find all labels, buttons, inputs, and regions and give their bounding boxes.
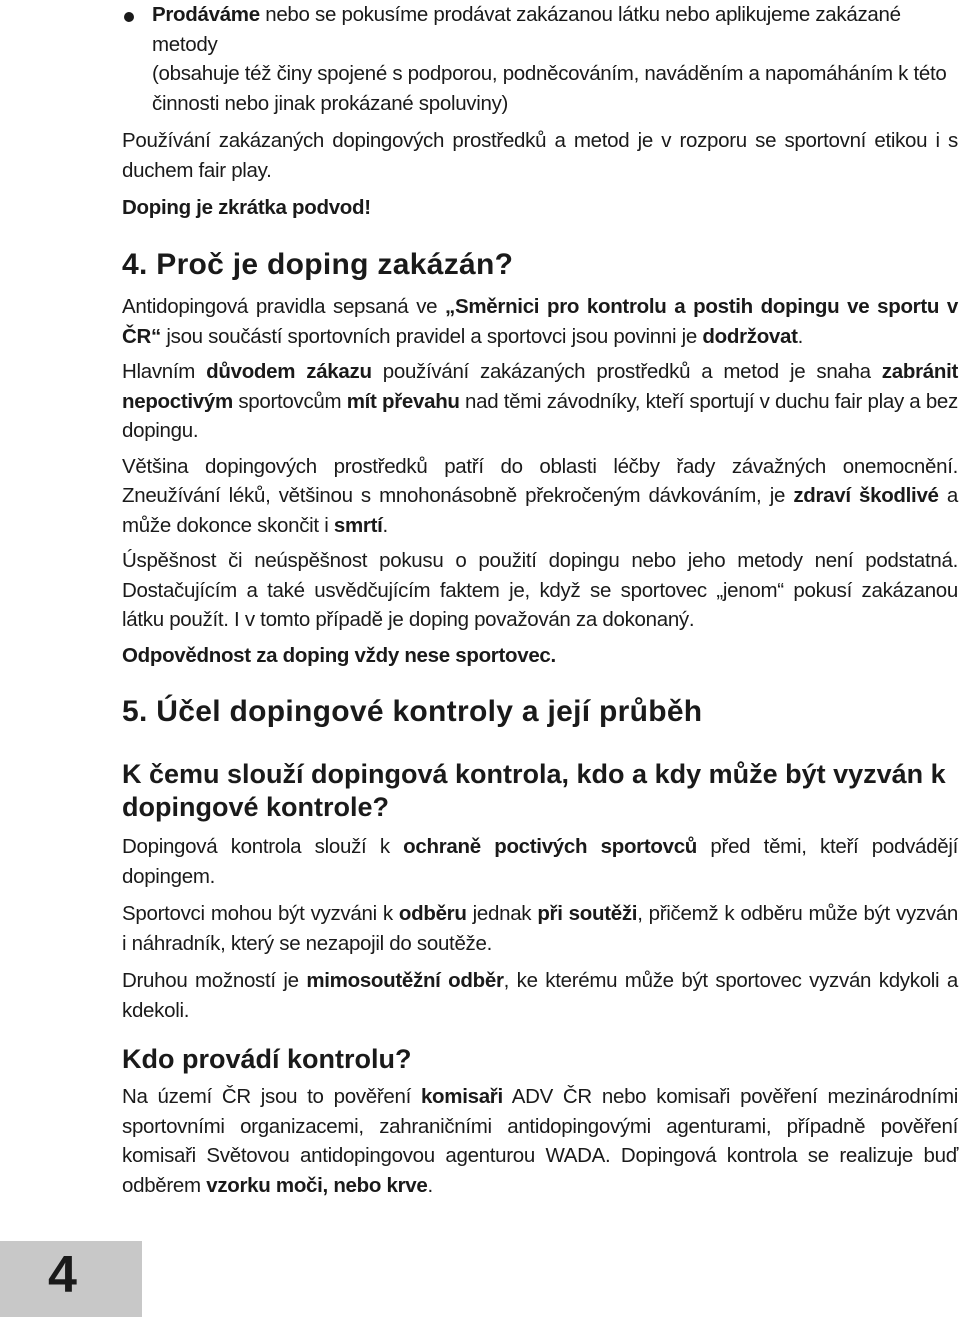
ethics-paragraph: Používání zakázaných dopingových prostředků a metod je v rozporu se sportovní etikou i s duchem fair play. [122, 129, 958, 182]
section-4-heading: 4. Proč je doping zakázán? [122, 248, 514, 281]
intro-block [122, 126, 958, 223]
responsibility-statement: Odpovědnost za doping vždy nese sportovec. [122, 643, 556, 667]
reason-paragraph: Hlavním důvodem zákazu používání zakázaných prostředků a metod je snaha zabránit nepoctivým sportovcům mít převahu nad těmi závodníky, kteří sportují v duchu fair play a bez dopingu. [122, 360, 958, 442]
out-of-competition-paragraph: Druhou možností je mimosoutěžní odběr, ke kterému může být sportovec vyzván kdykoli a kdekoli. [122, 969, 959, 1022]
section-5-body [122, 832, 958, 1025]
fraud-statement: Doping je zkrátka podvod! [122, 196, 371, 219]
bullet-dot [124, 12, 134, 22]
attempt-paragraph: Úspěšnost či neúspěšnost pokusu o použití dopingu nebo jeho metody není podstatná. Dostačujícím a také usvědčujícím faktem je, když se sportovec „jenom“ pokusí zakázanou látku použít. I v tomto případě je doping považován za dokonaný. [122, 549, 958, 631]
purpose-paragraph: Dopingová kontrola slouží k ochraně poctivých sportovců před těmi, kteří podvádějí dopingem. [122, 835, 958, 888]
bullet-rest: nebo se pokusíme prodávat zakázanou látku nebo aplikujeme zakázané metody [152, 3, 901, 56]
subheading-who: Kdo provádí kontrolu? [122, 1044, 412, 1074]
health-paragraph: Většina dopingových prostředků patří do oblasti léčby řady závažných onemocnění. Zneužívání léků, většinou s mnohonásobně překročeným dávkováním, je zdraví škodlivé a může dokonce skončit i smrtí. [122, 454, 959, 537]
competition-paragraph: Sportovci mohou být vyzváni k odběru jednak při soutěži, přičemž k odběru může být vyzván i náhradník, který se nezapojil do soutěže. [122, 902, 958, 955]
section-5-heading: 5. Účel dopingové kontroly a její průběh [122, 695, 703, 728]
section-5 [122, 695, 958, 729]
bullet-lead: Prodáváme [152, 3, 260, 26]
rules-paragraph: Antidopingová pravidla sepsaná ve „Směrnici pro kontrolu a postih dopingu ve sportu v ČR“ jsou součástí sportovních pravidel a sportovci jsou povinni je dodržovat. [122, 295, 958, 348]
section-5-sub1 [122, 758, 958, 824]
commissioners-paragraph: Na území ČR jsou to pověření komisaři ADV ČR nebo komisaři pověření mezinárodními sportovními organizacemi, zahraničními antidopingovými agenturami, případně pověření komisaři Světovou antidopingovou agenturou WADA. Dopingová kontrola se realizuje buď odběrem vzorku moči, nebo krve. [122, 1085, 958, 1197]
page-number: 4 [48, 1246, 77, 1304]
bullet-item [152, 0, 958, 118]
section-5-sub2 [122, 1043, 958, 1076]
section-4 [122, 248, 958, 282]
subheading-purpose: K čemu slouží dopingová kontrola, kdo a kdy může být vyzván k dopingové kontrole? [122, 759, 946, 822]
page-number-tab [0, 1241, 142, 1317]
section-4-body [122, 292, 958, 670]
bullet-line2: (obsahuje též činy spojené s podporou, podněcováním, naváděním a napomáháním k této činnosti nebo jinak prokázané spoluviny) [152, 62, 947, 115]
who-body [122, 1082, 958, 1200]
